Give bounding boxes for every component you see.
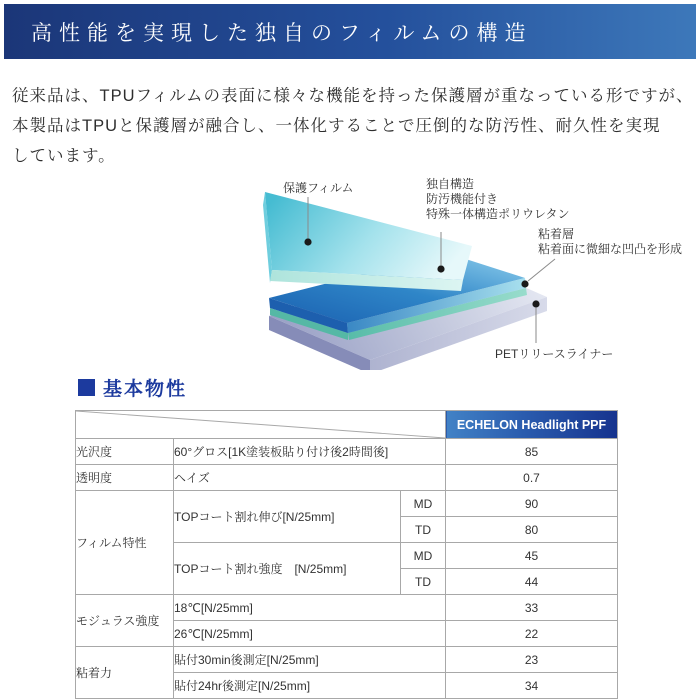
- item-cell: 60°グロス[1K塗装板貼り付け後2時間後]: [174, 439, 446, 465]
- value-cell: 85: [446, 439, 618, 465]
- label-protective-film: 保護フィルム: [283, 181, 354, 195]
- category-cell: 透明度: [76, 465, 174, 491]
- basic-properties-table: [75, 410, 618, 699]
- category-cell: 粘着力: [76, 647, 174, 699]
- direction-cell: MD: [401, 491, 446, 517]
- item-cell: 18℃[N/25mm]: [174, 595, 446, 621]
- item-cell: TOPコート割れ伸び[N/25mm]: [174, 491, 401, 543]
- item-cell: TOPコート割れ強度 [N/25mm]: [174, 543, 401, 595]
- category-cell: フィルム特性: [76, 491, 174, 595]
- value-cell: 33: [446, 595, 618, 621]
- intro-paragraph: [12, 81, 694, 171]
- table-row: [76, 439, 618, 465]
- value-cell: 22: [446, 621, 618, 647]
- section-banner: [4, 4, 696, 59]
- film-structure-diagram: [230, 170, 700, 370]
- item-cell: 26℃[N/25mm]: [174, 621, 446, 647]
- table-row: [76, 595, 618, 621]
- table-header-row: [76, 411, 618, 439]
- value-cell: 34: [446, 673, 618, 699]
- table-row: [76, 491, 618, 517]
- value-cell: 23: [446, 647, 618, 673]
- value-cell: 80: [446, 517, 618, 543]
- value-cell: 45: [446, 543, 618, 569]
- direction-cell: TD: [401, 517, 446, 543]
- label-antifouling: 防汚機能付き: [426, 192, 499, 206]
- heading-label: 基本物性: [103, 379, 188, 400]
- table-row: [76, 647, 618, 673]
- category-cell: 光沢度: [76, 439, 174, 465]
- item-cell: 貼付24hr後測定[N/25mm]: [174, 673, 446, 699]
- item-cell: ヘイズ: [174, 465, 446, 491]
- table-corner-cell: [76, 411, 446, 439]
- basic-properties-heading: [78, 374, 187, 401]
- product-column-header: ECHELON Headlight PPF: [446, 411, 618, 439]
- diagonal-line: [76, 411, 445, 438]
- item-cell: 貼付30min後測定[N/25mm]: [174, 647, 446, 673]
- value-cell: 90: [446, 491, 618, 517]
- direction-cell: MD: [401, 543, 446, 569]
- intro-line: 従来品は、TPUフィルムの表面に様々な機能を持った保護層が重なっている形ですが、: [12, 87, 694, 105]
- label-unique-structure: 独自構造: [426, 177, 475, 191]
- value-cell: 44: [446, 569, 618, 595]
- table-row: [76, 465, 618, 491]
- label-pet-liner: PETリリースライナー: [495, 347, 614, 361]
- label-polyurethane: 特殊一体構造ポリウレタン: [426, 207, 570, 221]
- intro-line: 本製品はTPUと保護層が融合し、一体化することで圧倒的な防汚性、耐久性を実現: [12, 117, 661, 135]
- banner-title: 高性能を実現した独自のフィルムの構造: [31, 20, 533, 45]
- square-bullet-icon: [78, 379, 95, 396]
- label-adhesive-layer: 粘着層: [538, 227, 575, 241]
- value-cell: 0.7: [446, 465, 618, 491]
- category-cell: モジュラス強度: [76, 595, 174, 647]
- direction-cell: TD: [401, 569, 446, 595]
- label-adhesive-detail: 粘着面に微細な凹凸を形成: [538, 242, 683, 256]
- intro-line: しています。: [12, 147, 116, 165]
